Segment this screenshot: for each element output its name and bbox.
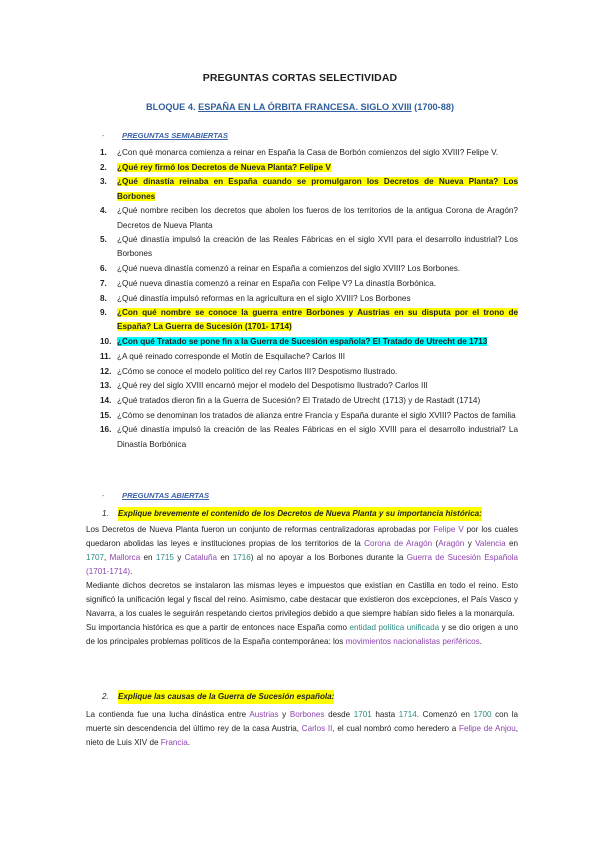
question-text-content: ¿Con qué Tratado se pone fin a la Guerra de Sucesión española? El Tratado de Utrecht de 1713 [117,337,488,347]
essay-question-1 [86,507,518,649]
question-number: 16. [100,425,112,435]
question-text-content: ¿Qué rey firmó los Decretos de Nueva Planta? Felipe V [117,162,331,172]
question-number: 13. [100,381,112,391]
subtitle-suffix: (1700-88) [411,102,454,112]
question-number: 10. [100,337,112,347]
link-borbones[interactable]: Borbones [289,710,325,719]
question-text-content: ¿Qué nueva dinastía comenzó a reinar en España con Felipe V? La dinastía Borbónica. [117,278,437,288]
question-number: 7. [100,278,107,288]
bullet-dash: - [102,131,105,140]
link-carlos-ii[interactable]: Carlos II [301,724,333,733]
question-text [117,277,518,291]
subtitle-prefix: BLOQUE 4. [145,102,199,112]
link-1715[interactable]: 1715 [155,553,174,562]
question-item [100,409,518,423]
question-text [117,379,518,393]
link-francia[interactable]: Francia [160,738,188,747]
question-item [100,204,518,232]
question-text-content: ¿Cómo se denominan los tratados de alianza entre Francia y España durante el siglo XVIII? Pactos de familia [117,410,516,420]
question-text [117,423,518,451]
question-item [100,161,518,175]
question-text-content: ¿Qué nombre reciben los decretos que abolen los fueros de los territorios de la antigua Corona de Aragón? Decretos de Nueva Planta [117,206,518,230]
question-item [100,233,518,261]
question-item [100,306,518,334]
essay-2-heading: 2. Explique las causas de la Guerra de Sucesión española: [102,690,518,704]
question-item [100,335,518,349]
question-text-content: ¿Cómo se conoce el modelo político del rey Carlos III? Despotismo Ilustrado. [117,366,398,376]
question-number: 6. [100,264,107,274]
question-item [100,146,518,160]
question-item [100,350,518,364]
question-text-content: ¿Qué dinastía reinaba en España cuando se promulgaron los Decretos de Nueva Planta? Los Borbones [117,177,518,201]
question-number: 5. [100,235,107,245]
question-item [100,379,518,393]
link-felipe-anjou[interactable]: Felipe de Anjou [459,724,516,733]
link-corona-aragon[interactable]: Corona de Aragón [364,539,433,548]
block-subtitle [0,102,600,112]
question-text [117,233,518,261]
question-text-content: ¿Qué rey del siglo XVIII encarnó mejor el modelo del Despotismo Ilustrado? Carlos III [117,381,428,391]
link-felipe-v[interactable]: Felipe V [433,525,464,534]
link-1714[interactable]: 1714 [398,710,417,719]
question-number: 9. [100,308,107,318]
question-item [100,365,518,379]
question-text [117,161,518,175]
link-1716[interactable]: 1716 [232,553,251,562]
question-number: 14. [100,395,112,405]
question-text-content: ¿Qué dinastía impulsó reformas en la agricultura en el siglo XVIII? Los Borbones [117,293,411,303]
question-text [117,365,518,379]
question-number: 12. [100,366,112,376]
question-text-content: ¿Qué dinastía impulsó la creación de las Reales Fábricas en el siglo XVII para el desarrollo industrial? Los Borbones [117,235,518,259]
link-1707[interactable]: 1707 [86,553,105,562]
link-movimientos-nacionalistas[interactable]: movimientos nacionalistas periféricos [345,637,480,646]
question-text [117,409,518,423]
link-guerra-sucesion[interactable]: Guerra de Sucesión Española (1701-1714) [86,553,518,576]
question-text [117,306,518,334]
link-entidad-politica[interactable]: entidad política unificada [349,623,440,632]
question-text-content: ¿Qué tratados dieron fin a la Guerra de Sucesión? El Tratado de Utrecht (1713) y de Rastadt (1714) [117,395,481,405]
question-text [117,146,518,160]
essay-1-heading: 1. Explique brevemente el contenido de los Decretos de Nueva Planta y su importancia histórica: [102,507,518,521]
question-text-content: ¿Qué nueva dinastía comenzó a reinar en España a comienzos del siglo XVIII? Los Borbones. [117,264,461,274]
question-text [117,292,518,306]
question-number: 4. [100,206,107,216]
question-number: 15. [100,410,112,420]
question-item [100,175,518,203]
question-text-content: ¿A qué reinado corresponde el Motín de Esquilache? Carlos III [117,351,346,361]
question-item [100,394,518,408]
question-item [100,277,518,291]
question-item [100,292,518,306]
essay-1-paragraph-1: Los Decretos de Nueva Planta fueron un conjunto de reformas centralizadoras aprobadas por Felipe V por los cuales quedaron abolidas las leyes e instituciones propias de los territorios de la Corona de Aragón (Aragón y Valencia en 1707, Mallorca en 1715 y Cataluña en 1716) al no apoyar a los Borbones durante la Guerra de Sucesión Española (1701-1714). [86,525,518,576]
question-text [117,335,518,349]
essay-1-paragraph-2: Mediante dichos decretos se instalaron las mismas leyes e impuestos que existían en Castilla en todo el reino. Esto significó la unificación legal y fiscal del reino. Asimismo, cabe destacar que existieron dos excepciones, el País Vasco y Navarra, a los cuales le seguirán respetando ciertos privilegios debido a que siempre habían sido fieles a la monarquía. [86,581,518,618]
question-text-content: ¿Con qué monarca comienza a reinar en España la Casa de Borbón comienzos del siglo XVIII? Felipe V. [117,148,499,157]
question-text-content: ¿Qué dinastía impulsó la creación de las Reales Fábricas en el siglo XVIII para el desarrollo industrial? La Dinastía Borbónica [117,425,518,449]
question-number: 8. [100,293,107,303]
subtitle-main: ESPAÑA EN LA ÓRBITA FRANCESA. SIGLO XVIII [198,102,412,112]
bullet-dash: - [102,491,105,500]
essay-2-question: Explique las causas de la Guerra de Sucesión española: [118,690,334,704]
question-text [117,175,518,203]
question-number: 2. [100,162,107,172]
question-number: 3. [100,177,107,187]
question-number: 1. [100,148,107,157]
link-austrias[interactable]: Austrias [249,710,279,719]
section-heading-abiertas: - PREGUNTAS ABIERTAS [102,491,210,500]
question-number: 11. [100,351,111,361]
link-valencia[interactable]: Valencia [475,539,506,548]
essay-2-paragraph-1: La contienda fue una lucha dinástica entre Austrias y Borbones desde 1701 hasta 1714. Comenzó en 1700 con la muerte sin descendencia del último rey de la casa Austria, Carlos II, el cual nombró como heredero a Felipe de Anjou, nieto de Luis XIV de Francia. [86,710,519,747]
link-cataluna[interactable]: Cataluña [184,553,218,562]
link-aragon[interactable]: Aragón [438,539,465,548]
essay-1-paragraph-3: Su importancia histórica es que a partir de entonces nace España como entidad política unificada y se dio origen a uno de los principales problemas políticos de la España contemporánea: los movimientos nacionalistas periféricos. [86,623,518,646]
question-text [117,262,518,276]
question-text-content: ¿Con qué nombre se conoce la guerra entre Borbones y Austrias en su disputa por el trono de España? La Guerra de Sucesión (1701- 1714) [117,308,518,332]
essay-question-2 [86,690,518,750]
question-text [117,204,518,232]
link-mallorca[interactable]: Mallorca [109,553,141,562]
question-list [100,146,518,452]
essay-1-question: Explique brevemente el contenido de los Decretos de Nueva Planta y su importancia histórica: [118,507,482,521]
question-text [117,394,518,408]
question-item [100,423,518,451]
question-item [100,262,518,276]
section-heading-semiabiertas: - PREGUNTAS SEMIABIERTAS [102,131,228,140]
link-1701[interactable]: 1701 [353,710,372,719]
question-text [117,350,518,364]
page-title: PREGUNTAS CORTAS SELECTIVIDAD [202,72,398,84]
link-1700[interactable]: 1700 [473,710,492,719]
